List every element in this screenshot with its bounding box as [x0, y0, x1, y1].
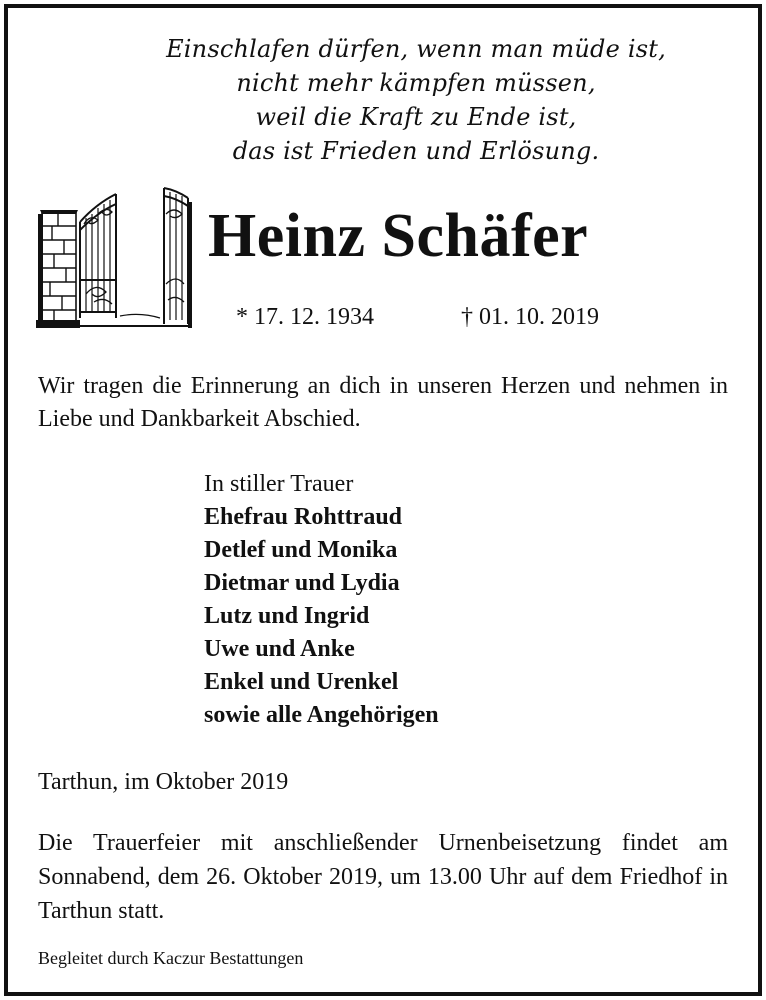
poem-line: nicht mehr kämpfen müssen,	[236, 69, 596, 97]
death-date: † 01. 10. 2019	[461, 304, 599, 330]
cemetery-gate-icon	[36, 184, 192, 330]
poem	[8, 32, 758, 168]
poem-line: das ist Frieden und Erlösung.	[232, 137, 600, 165]
deceased-name: Heinz Schäfer	[208, 202, 589, 270]
poem-line: weil die Kraft zu Ende ist,	[255, 103, 577, 131]
undertaker-credit: Begleitet durch Kaczur Bestattungen	[38, 948, 304, 968]
poem-line: Einschlafen dürfen, wenn man müde ist,	[166, 35, 666, 63]
mourner: Lutz und Ingrid	[204, 603, 370, 629]
mourner: Uwe und Anke	[204, 636, 355, 662]
mourner: Enkel und Urenkel	[204, 669, 399, 695]
mourner: Ehefrau Rohttraud	[204, 504, 403, 530]
place-date: Tarthun, im Oktober 2019	[38, 769, 289, 795]
mourners-list	[204, 468, 439, 732]
mourner: sowie alle Angehörigen	[204, 702, 439, 728]
mourners-intro: In stiller Trauer	[204, 471, 354, 497]
birth-date: * 17. 12. 1934	[236, 304, 374, 330]
mourner: Dietmar und Lydia	[204, 570, 400, 596]
tribute-text: Wir tragen die Erinnerung an dich in unseren Herzen und nehmen in Liebe und Dankbarkeit Abschied.	[38, 373, 728, 432]
funeral-service-info: Die Trauerfeier mit anschließender Urnenbeisetzung findet am Sonnabend, dem 26. Oktober 2019, um 13.00 Uhr auf dem Friedhof in Tarthun statt.	[38, 830, 728, 924]
obituary-notice	[4, 4, 762, 996]
mourner: Detlef und Monika	[204, 537, 398, 563]
